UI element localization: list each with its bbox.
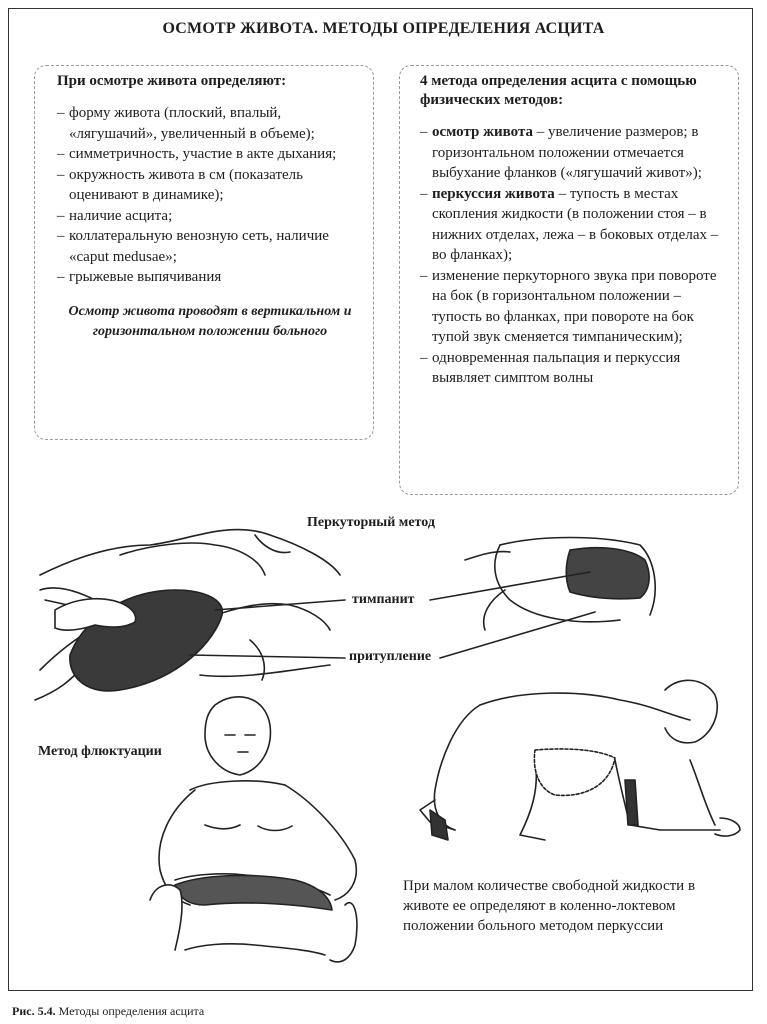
methods-heading: 4 метода определения асцита с помощью физических методов: (420, 73, 697, 108)
percussion-method-label: Перкуторный метод (307, 515, 435, 530)
dullness-label: притупление (349, 649, 432, 664)
figure-caption (12, 1004, 204, 1019)
method-term: перкуссия живота (432, 185, 555, 202)
shin-dark-band (430, 810, 448, 840)
method-term: осмотр живота (432, 124, 533, 140)
method-text: одновременная пальпация и перкуссия выявляет симптом волны (432, 349, 681, 386)
knee-elbow-dull-area (534, 749, 615, 795)
forearm-dark-band (625, 780, 638, 825)
tympanitis-pointer-left (215, 600, 345, 610)
method-text: – тупость в местах скопления жидкости (в положении стоя – в нижних отделах, лежа – в боковых отделах – во фланках); (432, 185, 719, 263)
figure-number: Рис. 5.4. (12, 1004, 56, 1018)
dullness-pointer-right (440, 612, 595, 658)
fluctuation-abdomen-band (175, 875, 332, 910)
fluctuation-method-label: Метод флюктуации (38, 744, 162, 759)
figure-caption-text: Методы определения асцита (58, 1004, 205, 1018)
dullness-pointer-left (190, 655, 345, 658)
inspection-heading: При осмотре живота определяют: (57, 73, 287, 89)
examiner-hand-left (150, 885, 182, 950)
page-title: ОСМОТР ЖИВОТА. МЕТОДЫ ОПРЕДЕЛЕНИЯ АСЦИТА (162, 20, 605, 37)
tympanitis-pointer-right (430, 572, 590, 600)
list-item: – симметричность, участие в акте дыхания; (57, 144, 363, 165)
list-item: – грыжевые выпячивания (57, 267, 363, 288)
list-item: – окружность живота в см (показатель оценивают в динамике); (57, 165, 363, 206)
method-text: изменение перкуторного звука при повороте на бок (в горизонтальном положении – тупость во фланках, при повороте на бок тупой звук сменяется тимпаническим); (432, 267, 717, 345)
method-text: – увеличение размеров; в горизонтальном положении отмечается выбухание фланков («лягушачий живот»); (432, 124, 702, 181)
inspection-note: Осмотр живота проводят в вертикальном и горизонтальном положении больного (68, 303, 352, 339)
percussing-hand (55, 599, 136, 630)
list-item: – форму живота (плоский, впалый, «лягушачий», увеличенный в объеме); (57, 103, 363, 144)
fluctuation-patient-illustration (159, 697, 356, 955)
list-item: – наличие асцита; (57, 206, 363, 227)
list-item: – коллатеральную венозную сеть, наличие «caput medusae»; (57, 226, 363, 267)
examiner-hand-right (330, 903, 357, 962)
tympanitis-label: тимпанит (352, 592, 415, 607)
knee-elbow-caption: При малом количестве свободной жидкости в животе ее определяют в коленно-локтевом положении больного методом перкуссии (403, 878, 696, 934)
